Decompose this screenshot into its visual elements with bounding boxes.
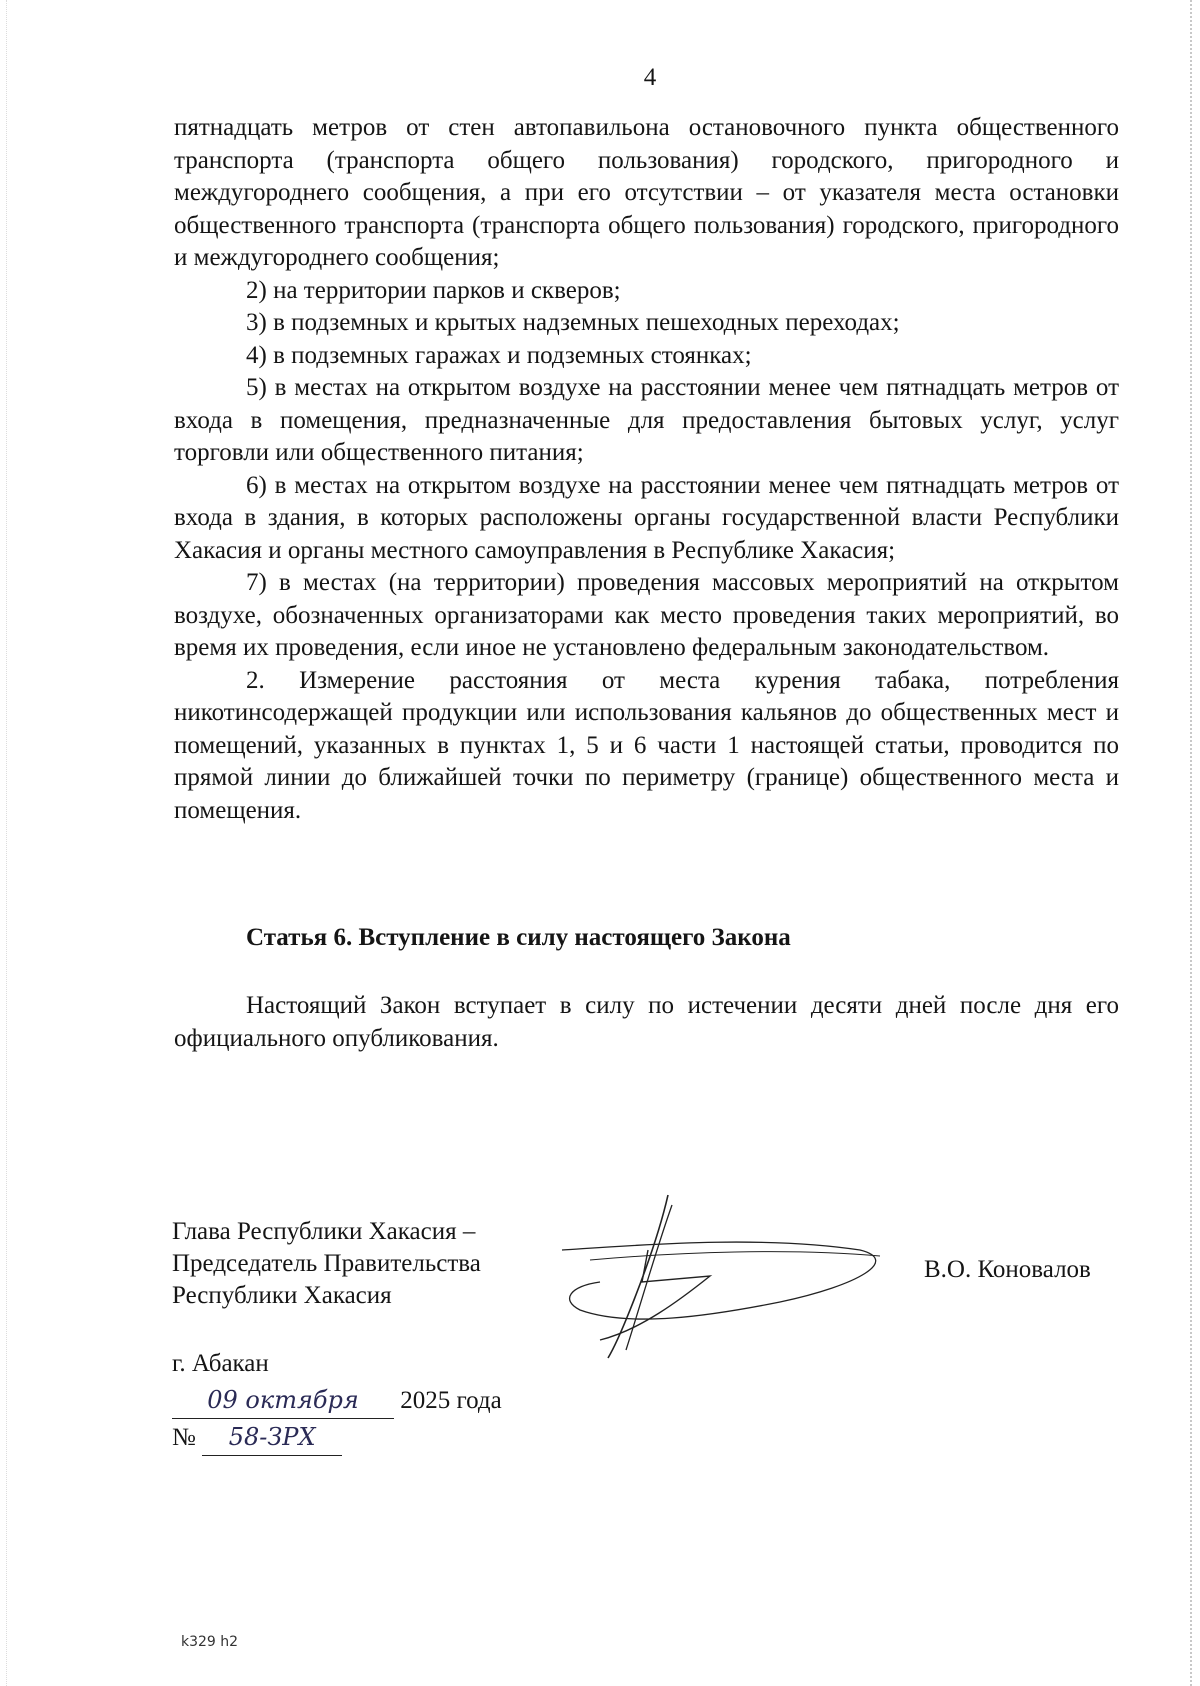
- scan-edge-left: [6, 0, 8, 1686]
- number-row: [172, 1419, 502, 1456]
- handwritten-signature: [560, 1190, 890, 1360]
- handwritten-number: 58-ЗРХ: [202, 1419, 342, 1456]
- paragraph-item-5: 5) в местах на открытом воздухе на расстоянии менее чем пятнадцать метров от входа в помещения, предназначенные для предоставления бытовых услуг, услуг торговли или общественного питания;: [174, 374, 1119, 466]
- paragraph-item-2: 2) на территории парков и скверов;: [246, 276, 621, 304]
- paragraph-part-2: 2. Измерение расстояния от места курения табака, потребления никотинсодержащей продукции или использования кальянов до общественных мест и помещений, указанных в пунктах 1, 5 и 6 части 1 настоящей статьи, проводится по прямой линии до ближайшей точки по периметру (границе) общественного места и помещения.: [174, 666, 1119, 824]
- number-prefix: №: [172, 1424, 196, 1451]
- signer-title-line: Глава Республики Хакасия –: [172, 1218, 476, 1245]
- paragraph-item-6: 6) в местах на открытом воздухе на расстоянии менее чем пятнадцать метров от входа в здания, в которых расположены органы государственной власти Республики Хакасия и органы местного самоуправления в Республике Хакасия;: [174, 471, 1119, 564]
- signer-name: В.О. Коновалов: [924, 1256, 1091, 1283]
- scan-edge-right: [1188, 0, 1192, 1686]
- paragraph-item-3: 3) в подземных и крытых надземных пешеходных переходах;: [246, 309, 900, 336]
- paragraph-continuation: пятнадцать метров от стен автопавильона остановочного пункта общественного транспорта (транспорта общего пользования) городского, пригородного и междугороднего сообщения, а при его отсутствии – от указателя места остановки общественного транспорта (транспорта общего пользования) городского, пригородного и междугороднего сообщения;: [174, 114, 1119, 271]
- body-text: [174, 112, 1119, 827]
- page-number: 4: [643, 64, 657, 91]
- paragraph-item-4: 4) в подземных гаражах и подземных стоянках;: [246, 341, 752, 369]
- date-row: [172, 1382, 502, 1419]
- document-code: k329 h2: [181, 1634, 239, 1650]
- signer-title: [172, 1216, 481, 1312]
- paragraph-item-7: 7) в местах (на территории) проведения массовых мероприятий на открытом воздухе, обозначенных организаторами как место проведения таких мероприятий, во время их проведения, если иное не установлено федеральным законодательством.: [174, 569, 1119, 661]
- place-date-block: [172, 1346, 502, 1456]
- article-heading: Статья 6. Вступление в силу настоящего Закона: [246, 924, 791, 951]
- signer-title-line: Республики Хакасия: [172, 1282, 392, 1309]
- signer-title-line: Председатель Правительства: [172, 1250, 481, 1277]
- closing-paragraph: Настоящий Закон вступает в силу по истечении десяти дней после дня его официального опубликования.: [174, 992, 1119, 1052]
- place: г. Абакан: [172, 1350, 269, 1377]
- handwritten-date: 09 октября: [172, 1382, 394, 1419]
- date-year: 2025 года: [400, 1387, 502, 1414]
